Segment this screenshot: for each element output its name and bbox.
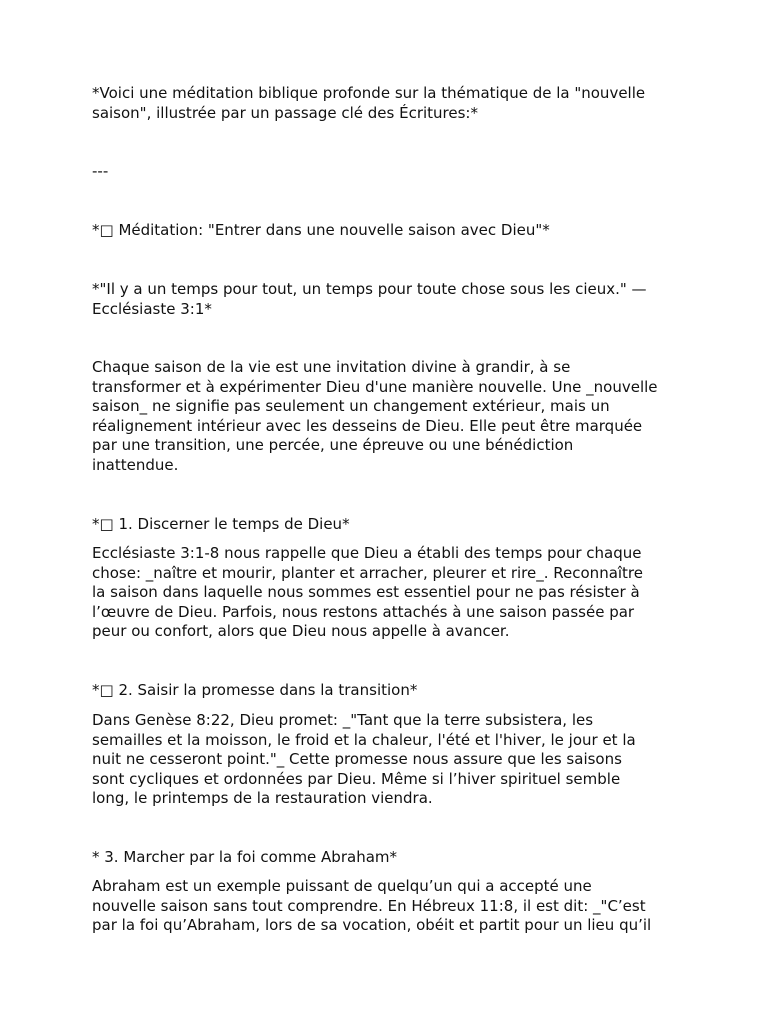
title-text: *□ Méditation: "Entrer dans une nouvelle saison avec Dieu"* bbox=[92, 221, 550, 239]
text-line: Ecclésiaste 3:1-8 nous rappelle que Dieu a établi des temps pour chaque bbox=[92, 544, 642, 562]
section-3-paragraph bbox=[92, 877, 651, 936]
text-line: long, le printemps de la restauration viendra. bbox=[92, 789, 433, 808]
text-line: semailles et la moisson, le froid et la chaleur, l'été et l'hiver, le jour et la bbox=[92, 730, 636, 749]
separator bbox=[92, 162, 108, 182]
text-line: *"Il y a un temps pour tout, un temps pour toute chose sous les cieux." — bbox=[92, 280, 647, 298]
heading-text: * 3. Marcher par la foi comme Abraham* bbox=[92, 848, 398, 866]
text-line: par la foi qu’Abraham, lors de sa vocation, obéit et partit pour un lieu qu’il bbox=[92, 916, 652, 935]
text-line: la saison dans laquelle nous sommes est essentiel pour ne pas résister à bbox=[92, 583, 640, 602]
section-1-paragraph bbox=[92, 544, 643, 642]
intro-paragraph bbox=[92, 84, 645, 123]
meditation-title bbox=[92, 221, 550, 241]
text-line: peur ou confort, alors que Dieu nous appelle à avancer. bbox=[92, 622, 510, 641]
heading-text: *□ 2. Saisir la promesse dans la transition* bbox=[92, 681, 418, 699]
text-line: nouvelle saison sans tout comprendre. En Hébreux 11:8, il est dit: _"C’est bbox=[92, 896, 646, 915]
section-2-paragraph bbox=[92, 711, 636, 809]
text-line: saison_ ne signifie pas seulement un changement extérieur, mais un bbox=[92, 397, 610, 416]
text-line: par une transition, une percée, une épreuve ou une bénédiction bbox=[92, 436, 574, 455]
text-line: transformer et à expérimenter Dieu d'une manière nouvelle. Une _nouvelle bbox=[92, 377, 658, 396]
text-line: saison", illustrée par un passage clé des Écritures:* bbox=[92, 103, 478, 122]
verse-quote bbox=[92, 280, 647, 319]
text-line: sont cycliques et ordonnées par Dieu. Même si l’hiver spirituel semble bbox=[92, 769, 621, 788]
text-line: chose: _naître et mourir, planter et arracher, pleurer et rire_. Reconnaître bbox=[92, 563, 644, 582]
body-paragraph bbox=[92, 358, 658, 476]
text-line: Chaque saison de la vie est une invitation divine à grandir, à se bbox=[92, 358, 571, 376]
section-1-heading bbox=[92, 515, 350, 535]
text-line: *Voici une méditation biblique profonde sur la thématique de la "nouvelle bbox=[92, 84, 646, 102]
text-line: l’œuvre de Dieu. Parfois, nous restons attachés à une saison passée par bbox=[92, 602, 635, 621]
text-line: inattendue. bbox=[92, 455, 179, 474]
text-line: Abraham est un exemple puissant de quelqu’un qui a accepté une bbox=[92, 877, 592, 895]
text-line: Dans Genèse 8:22, Dieu promet: _"Tant que la terre subsistera, les bbox=[92, 711, 594, 729]
text-line: nuit ne cesseront point."_ Cette promesse nous assure que les saisons bbox=[92, 750, 622, 769]
section-3-heading bbox=[92, 848, 397, 868]
section-2-heading bbox=[92, 681, 417, 701]
separator-text: --- bbox=[92, 162, 109, 180]
text-line: réalignement intérieur avec les desseins de Dieu. Elle peut être marquée bbox=[92, 416, 643, 435]
heading-text: *□ 1. Discerner le temps de Dieu* bbox=[92, 515, 350, 533]
text-line: Ecclésiaste 3:1* bbox=[92, 299, 212, 318]
